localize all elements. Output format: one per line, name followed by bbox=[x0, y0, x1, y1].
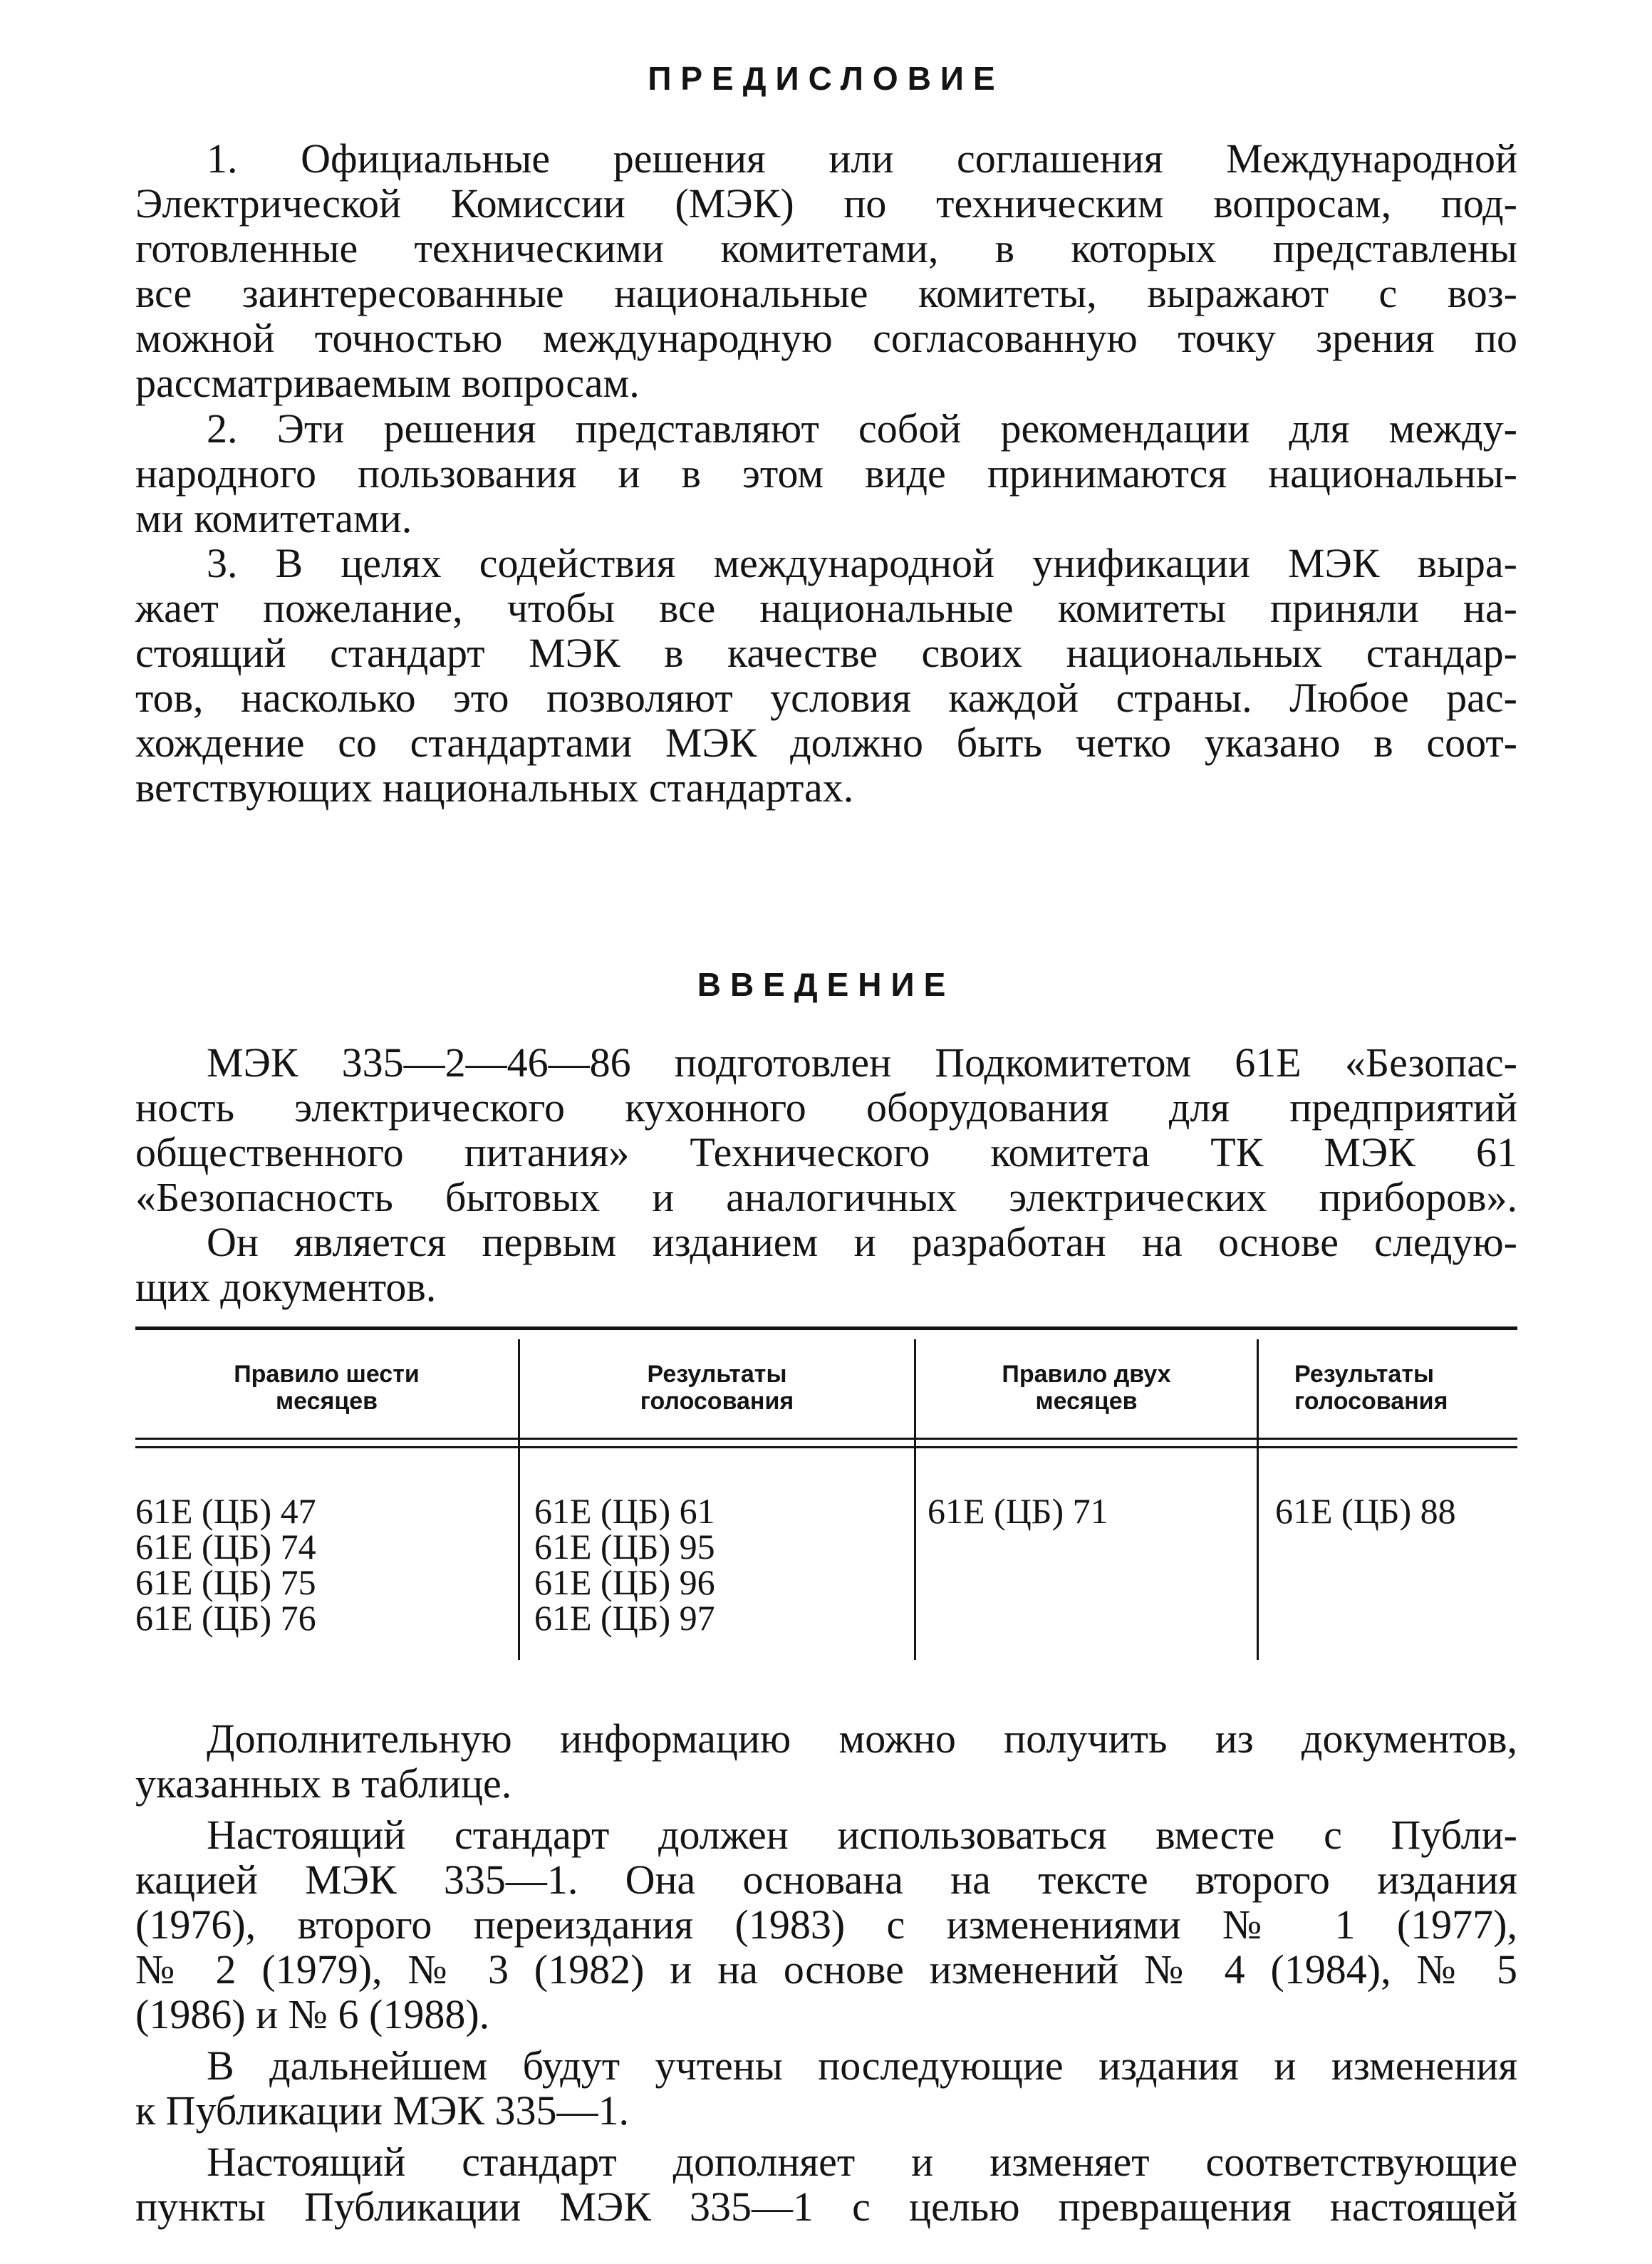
intro-line: к Публикации МЭК 335—1. bbox=[135, 2087, 630, 2134]
table-cell: 61Е (ЦБ) 95 bbox=[534, 1527, 715, 1567]
table-header-rule bbox=[135, 1438, 1517, 1440]
intro-line: общественного питания» Технического комитета ТК МЭК 61 bbox=[135, 1129, 1517, 1175]
preface-line: ми комитетами. bbox=[135, 495, 412, 541]
column-header: Правило шести месяцев bbox=[234, 1361, 420, 1415]
table-cell: 61Е (ЦБ) 47 bbox=[135, 1491, 316, 1531]
intro-line: В дальнейшем будут учтены последующие издания и изменения bbox=[207, 2042, 1517, 2089]
preface-line: готовленные техническими комитетами, в которых представлены bbox=[135, 225, 1517, 271]
intro-line: (1986) и № 6 (1988). bbox=[135, 1991, 490, 2037]
preface-line: можной точностью международную согласованную точку зрения по bbox=[135, 315, 1517, 361]
preface-line: 1. Официальные решения или соглашения Международной bbox=[207, 135, 1517, 182]
table-cell: 61Е (ЦБ) 61 bbox=[534, 1491, 715, 1531]
preface-line: все заинтересованные национальные комитеты, выражают с воз- bbox=[135, 270, 1517, 316]
intro-line: «Безопасность бытовых и аналогичных электрических приборов». bbox=[135, 1174, 1517, 1220]
intro-line: щих документов. bbox=[135, 1264, 437, 1310]
intro-line: № 2 (1979), № 3 (1982) и на основе изменений № 4 (1984), № 5 bbox=[135, 1946, 1517, 1993]
column-header: Результаты голосования bbox=[640, 1361, 794, 1415]
intro-line: МЭК 335—2—46—86 подготовлен Подкомитетом 61Е «Безопас- bbox=[207, 1039, 1517, 1086]
table-cell: 61Е (ЦБ) 88 bbox=[1275, 1491, 1456, 1531]
intro-line: Настоящий стандарт дополняет и изменяет соответствующие bbox=[207, 2139, 1517, 2185]
intro-line: (1976), второго переиздания (1983) с изменениями № 1 (1977), bbox=[135, 1901, 1517, 1948]
preface-line: хождение со стандартами МЭК должно быть четко указано в соот- bbox=[135, 720, 1517, 766]
preface-title: ПРЕДИСЛОВИЕ bbox=[648, 60, 1004, 97]
preface-line: жает пожелание, чтобы все национальные комитеты приняли на- bbox=[135, 585, 1517, 631]
intro-line: Он является первым изданием и разработан на основе следую- bbox=[207, 1219, 1517, 1265]
preface-line: ветствующих национальных стандартах. bbox=[135, 764, 854, 811]
intro-line: пункты Публикации МЭК 335—1 с целью превращения настоящей bbox=[135, 2183, 1517, 2230]
table-top-rule bbox=[135, 1326, 1517, 1330]
table-header-rule bbox=[135, 1446, 1517, 1448]
table-cell: 61Е (ЦБ) 75 bbox=[135, 1562, 316, 1602]
intro-line: указанных в таблице. bbox=[135, 1760, 512, 1807]
preface-line: тов, насколько это позволяют условия каждой страны. Любое рас- bbox=[135, 675, 1517, 721]
intro-line: Настоящий стандарт должен использоваться вместе с Публи- bbox=[207, 1812, 1517, 1858]
intro-line: ность электрического кухонного оборудования для предприятий bbox=[135, 1084, 1517, 1131]
table-cell: 61Е (ЦБ) 76 bbox=[135, 1598, 316, 1638]
table-cell: 61Е (ЦБ) 96 bbox=[534, 1562, 715, 1602]
preface-line: стоящий стандарт МЭК в качестве своих национальных стандар- bbox=[135, 630, 1517, 676]
preface-line: народного пользования и в этом виде принимаются национальны- bbox=[135, 450, 1517, 497]
introduction-title: ВВЕДЕНИЕ bbox=[697, 966, 955, 1003]
table-cell: 61Е (ЦБ) 71 bbox=[928, 1491, 1108, 1531]
column-header: Правило двух месяцев bbox=[1002, 1361, 1171, 1415]
preface-line: рассматриваемым вопросам. bbox=[135, 360, 640, 406]
preface-line: Электрической Комиссии (МЭК) по техническим вопросам, под- bbox=[135, 180, 1517, 227]
table-cell: 61Е (ЦБ) 74 bbox=[135, 1527, 316, 1567]
table-cell: 61Е (ЦБ) 97 bbox=[534, 1598, 715, 1638]
intro-line: Дополнительную информацию можно получить из документов, bbox=[207, 1715, 1517, 1762]
column-header: Результаты голосования bbox=[1294, 1361, 1448, 1415]
preface-line: 2. Эти решения представляют собой рекомендации для между- bbox=[207, 405, 1517, 452]
intro-line: кацией МЭК 335—1. Она основана на тексте второго издания bbox=[135, 1857, 1517, 1903]
preface-line: 3. В целях содействия международной унификации МЭК выра- bbox=[207, 540, 1517, 586]
